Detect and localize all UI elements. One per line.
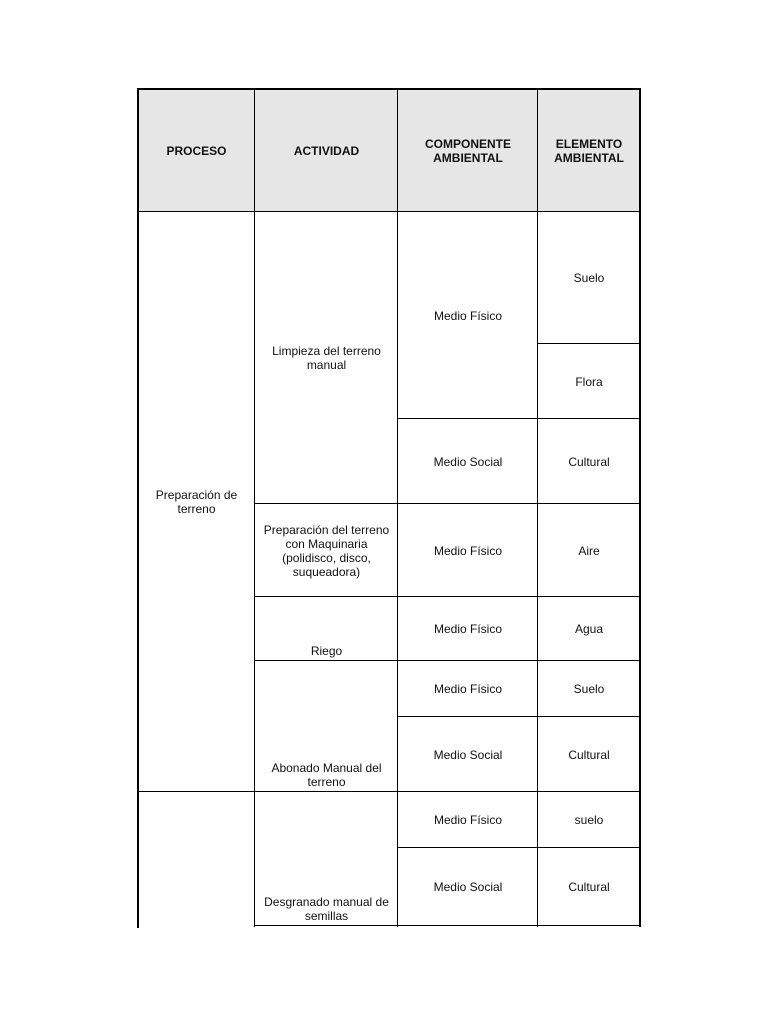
actividad-label: Abonado Manual del: [271, 761, 382, 775]
table-border-top: [137, 88, 641, 90]
table-border-right: [639, 88, 641, 927]
componente-cell: [398, 848, 538, 926]
header-componente-label-2: AMBIENTAL: [433, 151, 503, 165]
componente-cell: [398, 504, 538, 597]
componente-label: Medio Social: [433, 454, 503, 469]
elemento-label: Cultural: [568, 454, 610, 469]
actividad-label: Desgranado manual de: [264, 895, 389, 909]
elemento-label: Cultural: [568, 747, 610, 762]
elemento-cell: [538, 212, 640, 344]
proceso-cell: [138, 212, 255, 792]
proceso-label-2: terreno: [177, 502, 216, 516]
row-divider: [398, 418, 640, 419]
row-divider: [255, 925, 640, 926]
actividad-label: Riego: [310, 644, 343, 658]
actividad-cell: [255, 597, 398, 661]
row-divider: [255, 596, 640, 597]
elemento-cell: [538, 344, 640, 419]
elemento-cell: [538, 419, 640, 504]
header-componente-label-1: COMPONENTE: [424, 137, 511, 151]
header-elemento: [538, 90, 640, 212]
elemento-cell: [538, 717, 640, 792]
componente-label: Medio Físico: [433, 308, 503, 323]
elemento-cell: [538, 848, 640, 926]
actividad-label: semillas: [304, 909, 349, 923]
row-divider: [138, 791, 640, 792]
actividad-cell: [255, 661, 398, 792]
header-proceso-label: PROCESO: [166, 144, 227, 158]
componente-label: Medio Social: [433, 747, 503, 762]
column-divider: [397, 89, 398, 927]
actividad-label: manual: [306, 358, 347, 372]
componente-cell: [398, 661, 538, 717]
elemento-label: Suelo: [573, 271, 605, 285]
column-divider: [537, 89, 538, 927]
header-elemento-label-1: ELEMENTO: [555, 137, 623, 151]
actividad-label: Preparación del terreno: [263, 522, 390, 537]
elemento-label: Aire: [578, 543, 600, 558]
componente-label: Medio Físico: [433, 622, 503, 636]
componente-label: Medio Físico: [433, 682, 503, 696]
header-proceso: [138, 90, 255, 212]
row-divider: [255, 503, 640, 504]
proceso-cell: [138, 792, 255, 926]
actividad-cell: [255, 212, 398, 504]
elemento-label: Agua: [574, 622, 604, 636]
elemento-label: Suelo: [573, 682, 605, 696]
header-divider: [138, 211, 640, 212]
actividad-cell: [255, 792, 398, 926]
componente-cell: [398, 212, 538, 419]
header-actividad-label: ACTIVIDAD: [293, 144, 360, 158]
elemento-cell: [538, 661, 640, 717]
componente-cell: [398, 597, 538, 661]
componente-label: Medio Físico: [433, 813, 503, 827]
elemento-cell: [538, 597, 640, 661]
componente-cell: [398, 792, 538, 848]
row-divider: [255, 660, 640, 661]
elemento-label: Flora: [575, 374, 603, 389]
componente-cell: [398, 717, 538, 792]
header-componente: [398, 90, 538, 212]
row-divider: [538, 343, 640, 344]
table-border-left: [137, 88, 139, 928]
actividad-label: terreno: [307, 775, 346, 789]
actividad-label: (polidisco, disco,: [282, 550, 371, 565]
row-divider: [398, 716, 640, 717]
elemento-cell: [538, 504, 640, 597]
header-actividad: [255, 90, 398, 212]
elemento-cell: [538, 792, 640, 848]
actividad-cell: [255, 504, 398, 597]
elemento-label: Cultural: [568, 880, 610, 894]
proceso-label-1: Preparación de: [155, 488, 238, 502]
actividad-label: con Maquinaria: [285, 536, 368, 551]
elemento-label: suelo: [574, 813, 604, 827]
header-elemento-label-2: AMBIENTAL: [554, 151, 624, 165]
actividad-label: suqueadora): [292, 564, 361, 579]
row-divider: [398, 847, 640, 848]
componente-label: Medio Social: [433, 880, 503, 894]
actividad-label: Limpieza del terreno: [272, 344, 381, 358]
componente-cell: [398, 419, 538, 504]
componente-label: Medio Físico: [433, 543, 503, 558]
column-divider: [254, 89, 255, 927]
